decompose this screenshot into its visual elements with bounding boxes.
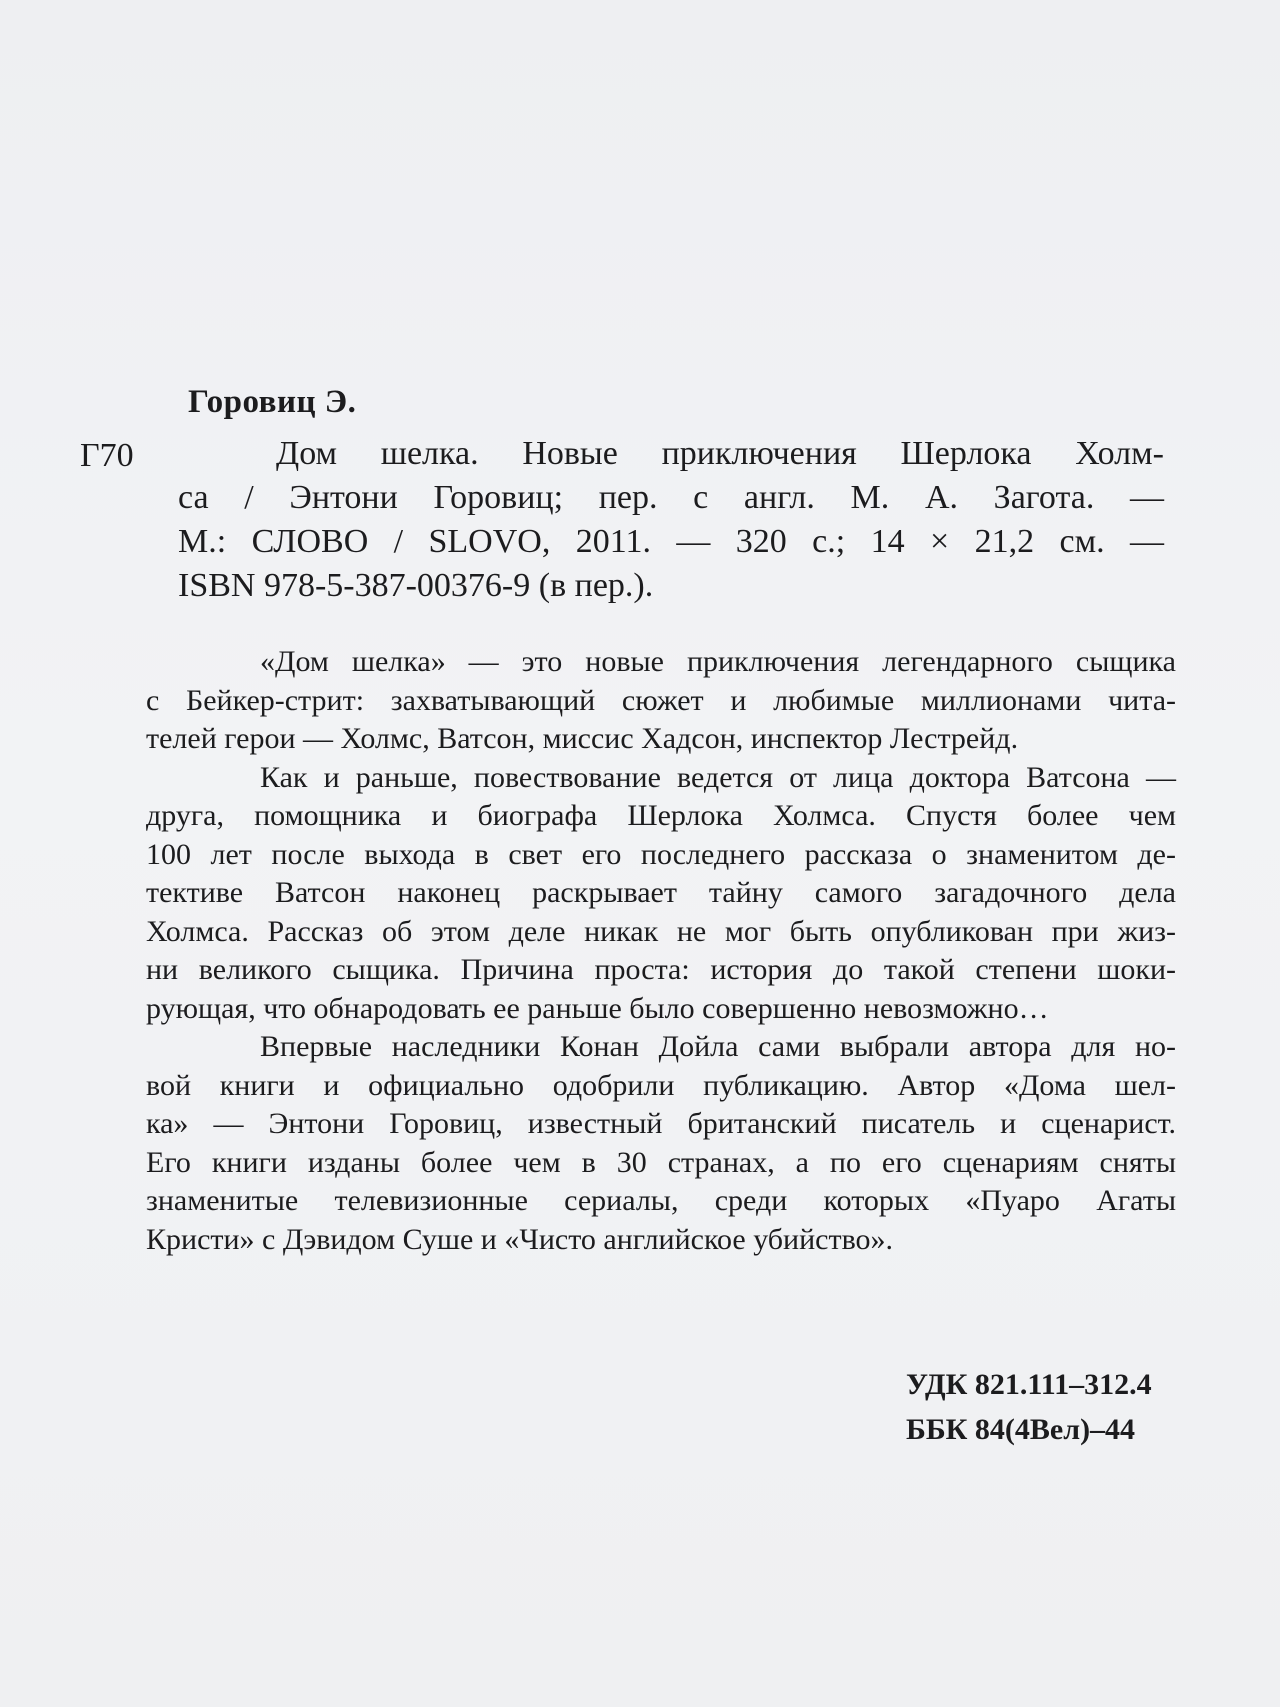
annotation-line: с Бейкер-стрит: захватывающий сюжет и любимые миллионами чита- — [146, 683, 1176, 717]
annotation-line: Его книги изданы более чем в 30 странах, а по его сценариям сняты — [146, 1145, 1176, 1179]
annotation-text — [146, 643, 1176, 1259]
annotation-line: Холмса. Рассказ об этом деле никак не мог быть опубликован при жиз- — [146, 914, 1176, 948]
author-heading: Горовиц Э. — [188, 384, 357, 420]
annotation-line: 100 лет после выхода в свет его последнего рассказа о знаменитом де- — [146, 837, 1176, 871]
annotation-line: Впервые наследники Конан Дойла сами выбрали автора для но- — [260, 1030, 1176, 1063]
annotation-line: Кристи» с Дэвидом Суше и «Чисто английское убийство». — [146, 1222, 894, 1256]
annotation-line: рующая, что обнародовать ее раньше было совершенно невозможно… — [146, 991, 1049, 1025]
annotation-line: ка» — Энтони Горовиц, известный британский писатель и сценарист. — [146, 1107, 1176, 1140]
annotation-line: знаменитые телевизионные сериалы, среди которых «Пуаро Агаты — [146, 1184, 1176, 1217]
annotation-line: «Дом шелка» — это новые приключения легендарного сыщика — [260, 645, 1176, 678]
annotation-line: тективе Ватсон наконец раскрывает тайну самого загадочного дела — [146, 876, 1176, 909]
udk-code: УДК 821.111–312.4 — [906, 1368, 1152, 1401]
catalog-code: Г70 — [80, 437, 134, 474]
annotation-line: друга, помощника и биографа Шерлока Холмса. Спустя более чем — [146, 799, 1176, 832]
annotation-line: Как и раньше, повествование ведется от лица доктора Ватсона — — [260, 760, 1176, 794]
bbk-code: ББК 84(4Вел)–44 — [906, 1413, 1136, 1446]
bibliographic-line: Дом шелка. Новые приключения Шерлока Холм- — [276, 435, 1164, 472]
annotation-line: вой книги и официально одобрили публикацию. Автор «Дома шел- — [146, 1068, 1176, 1102]
bibliographic-description — [178, 432, 1164, 608]
annotation-line: телей герои — Холмс, Ватсон, миссис Хадсон, инспектор Лестрейд. — [146, 722, 1019, 755]
annotation-line: ни великого сыщика. Причина проста: история до такой степени шоки- — [146, 953, 1176, 986]
bibliographic-line: са / Энтони Горовиц; пер. с англ. М. А. Загота. — — [178, 479, 1164, 516]
bibliographic-line: М.: СЛОВО / SLOVO, 2011. — 320 с.; 14 × 21,2 см. — — [178, 523, 1164, 560]
classification-codes — [906, 1362, 1152, 1452]
bibliographic-line: ISBN 978-5-387-00376-9 (в пер.). — [178, 567, 654, 604]
